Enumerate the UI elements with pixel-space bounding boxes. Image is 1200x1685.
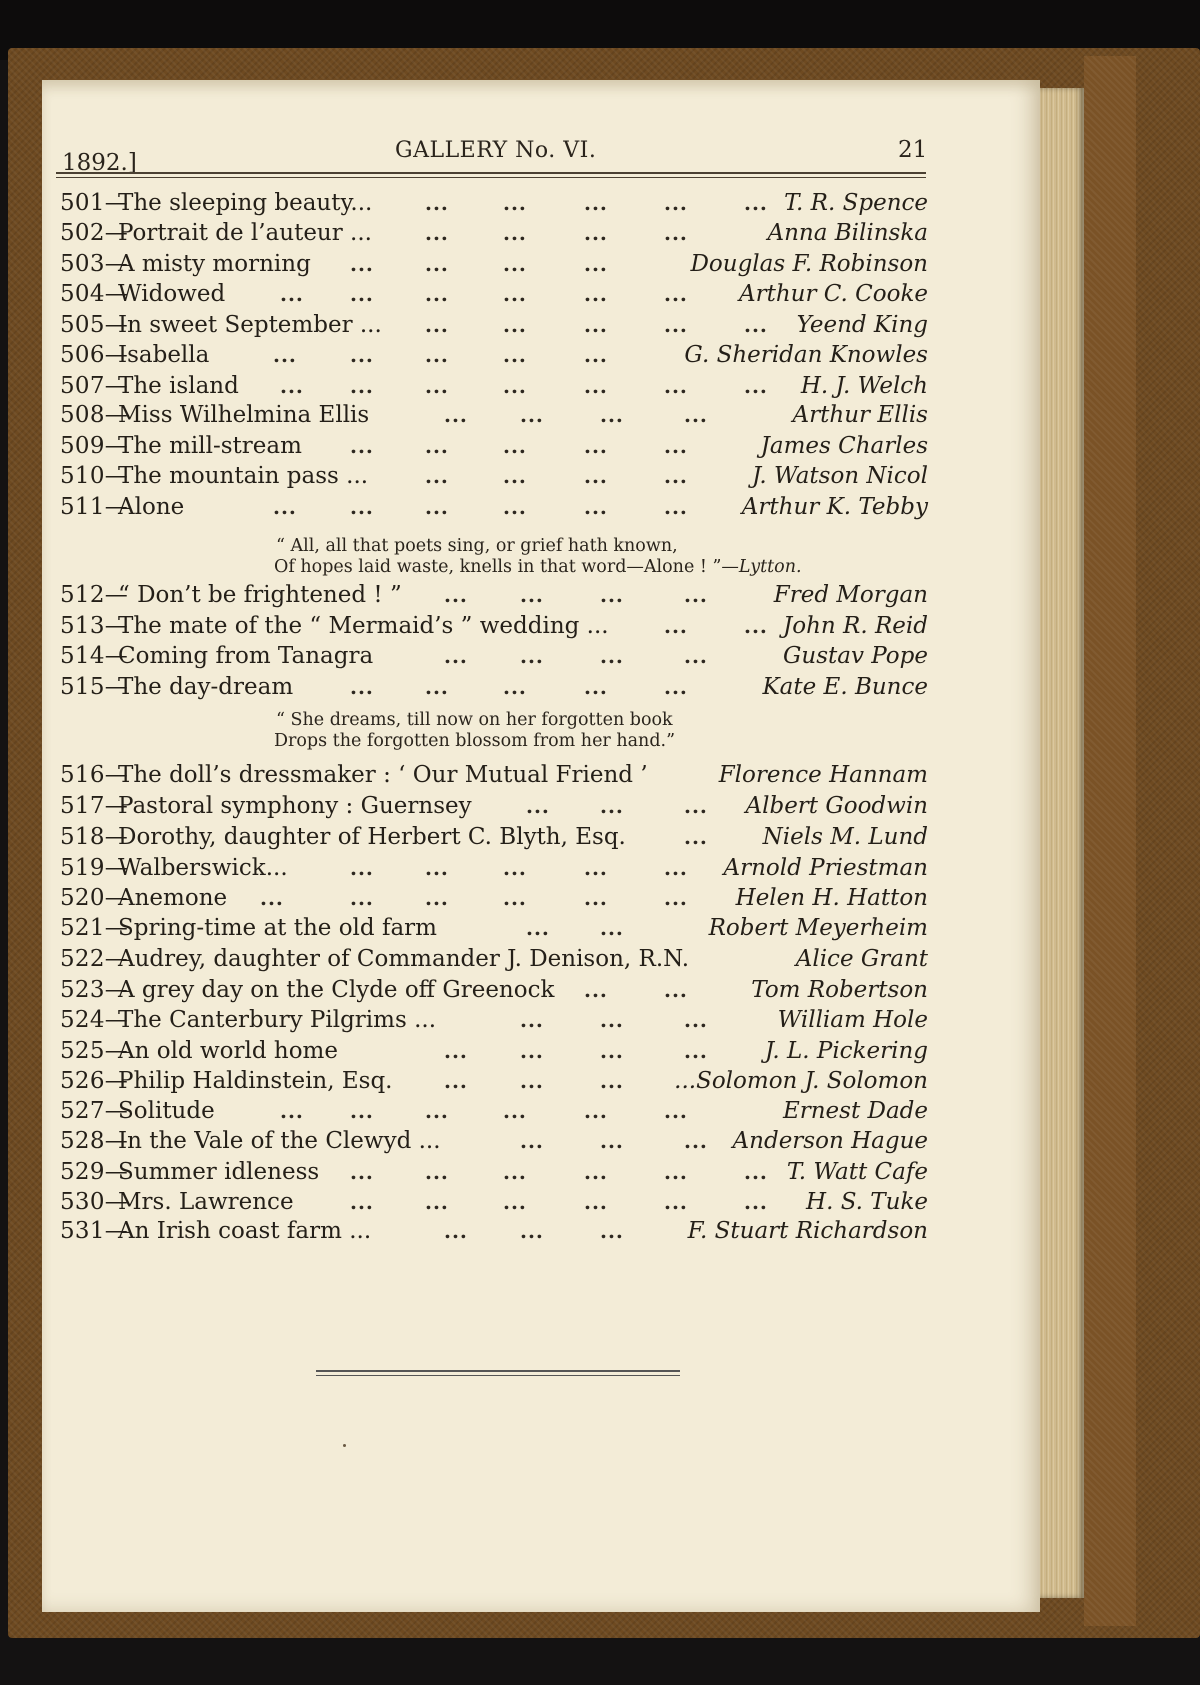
dot-leader: ... xyxy=(664,191,688,215)
dot-leader: ... xyxy=(425,856,449,880)
entry-artist: Gustav Pope xyxy=(783,643,928,669)
entry-number: 511— xyxy=(60,494,129,520)
entry-artist: Albert Goodwin xyxy=(745,793,928,819)
entry-number: 522— xyxy=(60,946,129,972)
entry-artist: T. Watt Cafe xyxy=(786,1159,928,1185)
entry-title: Spring-time at the old farm xyxy=(118,915,437,941)
entry-title: Widowed xyxy=(118,281,226,307)
dot-leader: ... xyxy=(600,916,624,940)
entry-number: 503— xyxy=(60,251,129,277)
entry-title: The mate of the “ Mermaid’s ” wedding ... xyxy=(118,613,609,639)
entry-title: Isabella xyxy=(118,342,210,368)
dot-leader: ... xyxy=(584,282,608,306)
catalogue-entry xyxy=(60,431,928,461)
dot-leader: ... xyxy=(350,886,374,910)
dot-leader: ... xyxy=(520,403,544,427)
entry-artist: Niels M. Lund xyxy=(762,824,928,850)
entry-artist: Arthur C. Cooke xyxy=(738,281,928,307)
entry-artist: Anna Bilinska xyxy=(767,220,928,246)
entry-artist: Arthur Ellis xyxy=(792,402,928,428)
dot-leader: ... xyxy=(684,644,708,668)
dot-leader: ... xyxy=(584,464,608,488)
dot-leader: ... xyxy=(684,825,708,849)
dot-leader: ... xyxy=(350,675,374,699)
dot-leader: ... xyxy=(584,221,608,245)
entry-artist: Tom Robertson xyxy=(751,977,928,1003)
catalogue-entry xyxy=(60,1096,928,1126)
dot-leader: ... xyxy=(520,1219,544,1243)
dot-leader: ... xyxy=(350,282,374,306)
entry-artist: Anderson Hague xyxy=(732,1128,928,1154)
catalogue-entry xyxy=(60,400,928,430)
dot-leader: ... xyxy=(260,886,284,910)
entry-number: 507— xyxy=(60,373,129,399)
entry-artist: John R. Reid xyxy=(783,613,928,639)
entry-artist: Helen H. Hatton xyxy=(735,885,928,911)
entry-number: 514— xyxy=(60,643,129,669)
dot-leader: ... xyxy=(280,1099,304,1123)
entry-title: Anemone xyxy=(118,885,228,911)
catalogue-entry xyxy=(60,853,928,883)
catalogue-entry xyxy=(60,1157,928,1187)
entry-title: Walberswick... xyxy=(118,855,288,881)
catalogue-entry xyxy=(60,791,928,821)
dot-leader: ... xyxy=(600,403,624,427)
entry-title: Summer idleness xyxy=(118,1159,320,1185)
dot-leader: ... xyxy=(350,252,374,276)
entry-artist: Robert Meyerheim xyxy=(708,915,928,941)
dot-leader: ... xyxy=(425,221,449,245)
dot-leader: ... xyxy=(584,856,608,880)
quote-alone xyxy=(274,536,802,578)
dot-leader: ... xyxy=(584,434,608,458)
dot-leader: ... xyxy=(664,978,688,1002)
catalogue-entry xyxy=(60,822,928,852)
entry-artist: Alice Grant xyxy=(795,946,928,972)
catalogue-entry xyxy=(60,188,928,218)
dot-leader: ... xyxy=(664,614,688,638)
entry-number: 527— xyxy=(60,1098,129,1124)
dot-leader: ... xyxy=(744,191,768,215)
catalogue-entry xyxy=(60,1066,928,1096)
entry-title: The mountain pass ... xyxy=(118,463,369,489)
dot-leader: ... xyxy=(503,1160,527,1184)
dot-leader: ... xyxy=(584,886,608,910)
dot-leader: ... xyxy=(664,434,688,458)
dot-leader: ... xyxy=(526,794,550,818)
entry-title: The mill-stream xyxy=(118,433,302,459)
entry-number: 530— xyxy=(60,1189,129,1215)
entry-number: 505— xyxy=(60,312,129,338)
dot-leader: ... xyxy=(584,1160,608,1184)
dot-leader: ... xyxy=(350,374,374,398)
dot-leader: ... xyxy=(425,343,449,367)
entry-artist: Yeend King xyxy=(796,312,928,338)
dot-leader: ... xyxy=(503,374,527,398)
dot-leader: ... xyxy=(425,252,449,276)
entry-artist: Kate E. Bunce xyxy=(762,674,928,700)
catalogue-entry xyxy=(60,1005,928,1035)
dot-leader: ... xyxy=(425,1190,449,1214)
dot-leader: ... xyxy=(664,886,688,910)
dot-leader: ... xyxy=(584,343,608,367)
dot-leader: ... xyxy=(280,282,304,306)
dot-leader: ... xyxy=(503,343,527,367)
catalogue-entry xyxy=(60,672,928,702)
dot-leader: ... xyxy=(584,495,608,519)
dot-leader: ... xyxy=(600,794,624,818)
entry-artist: F. Stuart Richardson xyxy=(687,1218,928,1244)
dot-leader: ... xyxy=(600,1069,624,1093)
quote-credit: —Lytton. xyxy=(721,557,802,577)
entry-number: 526— xyxy=(60,1068,129,1094)
dot-leader: ... xyxy=(425,675,449,699)
catalogue-entry xyxy=(60,611,928,641)
dot-leader: ... xyxy=(444,403,468,427)
dot-leader: ... xyxy=(520,1008,544,1032)
dot-leader: ... xyxy=(503,221,527,245)
entry-title: The island xyxy=(118,373,239,399)
dot-leader: ... xyxy=(350,495,374,519)
dot-leader: ... xyxy=(664,856,688,880)
entry-title: Miss Wilhelmina Ellis xyxy=(118,402,370,428)
dot-leader: ... xyxy=(584,1190,608,1214)
catalogue-entry xyxy=(60,641,928,671)
entry-artist: H. J. Welch xyxy=(800,373,928,399)
dot-leader: ... xyxy=(503,856,527,880)
dot-leader: ... xyxy=(503,313,527,337)
dot-leader: ... xyxy=(444,583,468,607)
entry-number: 516— xyxy=(60,762,129,788)
entry-number: 506— xyxy=(60,342,129,368)
entry-number: 512— xyxy=(60,582,129,608)
quote-line: “ All, all that poets sing, or grief hath known, xyxy=(276,536,678,556)
dot-leader: ... xyxy=(503,282,527,306)
dot-leader: ... xyxy=(744,614,768,638)
quote-line: Drops the forgotten blossom from her hand.” xyxy=(274,731,676,751)
dot-leader: ... xyxy=(520,1069,544,1093)
entry-number: 529— xyxy=(60,1159,129,1185)
entry-number: 521— xyxy=(60,915,129,941)
page-number: 21 xyxy=(898,137,928,163)
catalogue-entry xyxy=(60,975,928,1005)
dot-leader: ... xyxy=(744,1190,768,1214)
entry-title: Pastoral symphony : Guernsey xyxy=(118,793,472,819)
dot-leader: ... xyxy=(503,434,527,458)
page-title: GALLERY No. VI. xyxy=(395,138,597,163)
entry-artist: T. R. Spence xyxy=(784,190,928,216)
catalogue-entry xyxy=(60,1216,928,1246)
entry-number: 518— xyxy=(60,824,129,850)
entry-number: 502— xyxy=(60,220,129,246)
entry-number: 517— xyxy=(60,793,129,819)
catalogue-entry xyxy=(60,492,928,522)
entry-artist: ...Solomon J. Solomon xyxy=(674,1068,928,1094)
entry-title: The Canterbury Pilgrims ... xyxy=(118,1007,437,1033)
dot-leader: ... xyxy=(350,343,374,367)
dot-leader: ... xyxy=(664,464,688,488)
entry-number: 520— xyxy=(60,885,129,911)
header-year: 1892.] xyxy=(62,150,137,176)
dot-leader: ... xyxy=(664,1160,688,1184)
catalogue-entry xyxy=(60,944,928,974)
entry-artist: Arnold Priestman xyxy=(723,855,928,881)
dot-leader: ... xyxy=(684,794,708,818)
entry-artist: William Hole xyxy=(777,1007,928,1033)
dot-leader: ... xyxy=(584,675,608,699)
dot-leader: ... xyxy=(350,1190,374,1214)
entry-title: In sweet September ... xyxy=(118,312,382,338)
entry-title: Mrs. Lawrence xyxy=(118,1189,294,1215)
entry-title: Philip Haldinstein, Esq. xyxy=(118,1068,393,1094)
dot-leader: ... xyxy=(350,1099,374,1123)
entry-title: A grey day on the Clyde off Greenock xyxy=(118,977,555,1003)
catalogue-entry xyxy=(60,249,928,279)
dot-leader: ... xyxy=(503,675,527,699)
dot-leader: ... xyxy=(503,886,527,910)
dot-leader: ... xyxy=(684,1039,708,1063)
dot-leader: ... xyxy=(600,1129,624,1153)
dot-leader: ... xyxy=(664,675,688,699)
entry-number: 509— xyxy=(60,433,129,459)
dot-leader: ... xyxy=(684,1008,708,1032)
paper-speck xyxy=(343,1444,346,1447)
dot-leader: ... xyxy=(664,495,688,519)
dot-leader: ... xyxy=(503,1190,527,1214)
dot-leader: ... xyxy=(350,434,374,458)
entry-title: Solitude xyxy=(118,1098,215,1124)
entry-artist: Arthur K. Tebby xyxy=(741,494,928,520)
dot-leader: ... xyxy=(503,464,527,488)
dot-leader: ... xyxy=(684,583,708,607)
catalogue-entry xyxy=(60,1036,928,1066)
dot-leader: ... xyxy=(584,374,608,398)
entry-artist: H. S. Tuke xyxy=(806,1189,928,1215)
entry-number: 528— xyxy=(60,1128,129,1154)
dot-leader: ... xyxy=(425,191,449,215)
quote-line: “ She dreams, till now on her forgotten book xyxy=(276,710,673,730)
dot-leader: ... xyxy=(444,1039,468,1063)
dot-leader: ... xyxy=(664,282,688,306)
dot-leader: ... xyxy=(744,374,768,398)
entry-artist: J. L. Pickering xyxy=(764,1038,928,1064)
dot-leader: ... xyxy=(600,1039,624,1063)
dot-leader: ... xyxy=(425,1160,449,1184)
quote-line: Of hopes laid waste, knells in that word—Alone ! ” xyxy=(274,557,722,577)
catalogue-entry xyxy=(60,279,928,309)
entry-artist: J. Watson Nicol xyxy=(752,463,928,489)
entry-title: Portrait de l’auteur ... xyxy=(118,220,372,246)
entry-number: 519— xyxy=(60,855,129,881)
dot-leader: ... xyxy=(425,886,449,910)
dot-leader: ... xyxy=(520,1039,544,1063)
catalogue-entry xyxy=(60,461,928,491)
dot-leader: ... xyxy=(600,1219,624,1243)
dot-leader: ... xyxy=(664,1099,688,1123)
entry-artist: Douglas F. Robinson xyxy=(690,251,928,277)
entry-artist: Fred Morgan xyxy=(773,582,928,608)
entry-title: In the Vale of the Clewyd ... xyxy=(118,1128,441,1154)
entry-title: An Irish coast farm ... xyxy=(118,1218,372,1244)
entry-number: 523— xyxy=(60,977,129,1003)
dot-leader: ... xyxy=(744,313,768,337)
dot-leader: ... xyxy=(425,282,449,306)
dot-leader: ... xyxy=(503,252,527,276)
dot-leader: ... xyxy=(584,313,608,337)
dot-leader: ... xyxy=(684,1129,708,1153)
catalogue-entry xyxy=(60,218,928,248)
dot-leader: ... xyxy=(425,1099,449,1123)
entry-title: The doll’s dressmaker : ‘ Our Mutual Friend ’ xyxy=(118,762,648,788)
dot-leader: ... xyxy=(503,495,527,519)
dot-leader: ... xyxy=(273,343,297,367)
dot-leader: ... xyxy=(444,644,468,668)
dot-leader: ... xyxy=(584,978,608,1002)
entry-title: The day-dream xyxy=(118,674,294,700)
dot-leader: ... xyxy=(584,1099,608,1123)
entry-number: 501— xyxy=(60,190,129,216)
catalogue-entry xyxy=(60,1187,928,1217)
dot-leader: ... xyxy=(600,1008,624,1032)
entry-number: 513— xyxy=(60,613,129,639)
dot-leader: ... xyxy=(425,313,449,337)
end-rule xyxy=(316,1370,680,1376)
dot-leader: ... xyxy=(503,191,527,215)
entry-number: 510— xyxy=(60,463,129,489)
dot-leader: ... xyxy=(350,856,374,880)
entry-title: Audrey, daughter of Commander J. Denison, R.N. xyxy=(118,946,690,972)
dot-leader: ... xyxy=(664,313,688,337)
entry-number: 525— xyxy=(60,1038,129,1064)
dot-leader: ... xyxy=(520,583,544,607)
dot-leader: ... xyxy=(584,191,608,215)
entry-number: 515— xyxy=(60,674,129,700)
catalogue-entry xyxy=(60,760,928,790)
dot-leader: ... xyxy=(526,916,550,940)
entry-title: Alone xyxy=(118,494,185,520)
dot-leader: ... xyxy=(425,464,449,488)
entry-title: An old world home xyxy=(118,1038,338,1064)
dot-leader: ... xyxy=(520,1129,544,1153)
dot-leader: ... xyxy=(600,644,624,668)
entry-artist: G. Sheridan Knowles xyxy=(684,342,928,368)
dot-leader: ... xyxy=(584,252,608,276)
catalogue-entry xyxy=(60,883,928,913)
dot-leader: ... xyxy=(600,583,624,607)
dot-leader: ... xyxy=(425,374,449,398)
dot-leader: ... xyxy=(273,495,297,519)
dot-leader: ... xyxy=(425,434,449,458)
entry-artist: Florence Hannam xyxy=(718,762,928,788)
entry-title: “ Don’t be frightened ! ” xyxy=(118,582,402,608)
catalogue-entry xyxy=(60,310,928,340)
catalogue-entry xyxy=(60,580,928,610)
dot-leader: ... xyxy=(503,1099,527,1123)
catalogue-entry xyxy=(60,340,928,370)
entry-title: Dorothy, daughter of Herbert C. Blyth, Esq. xyxy=(118,824,626,850)
dot-leader: ... xyxy=(664,374,688,398)
dot-leader: ... xyxy=(664,221,688,245)
entry-number: 504— xyxy=(60,281,129,307)
catalogue-entry xyxy=(60,913,928,943)
dot-leader: ... xyxy=(444,1219,468,1243)
quote-day-dream xyxy=(274,710,675,752)
dot-leader: ... xyxy=(744,1160,768,1184)
entry-title: Coming from Tanagra xyxy=(118,643,374,669)
catalogue-entry xyxy=(60,1126,928,1156)
entry-number: 508— xyxy=(60,402,129,428)
entry-number: 531— xyxy=(60,1218,129,1244)
dot-leader: ... xyxy=(425,495,449,519)
entry-number: 524— xyxy=(60,1007,129,1033)
dot-leader: ... xyxy=(444,1069,468,1093)
dot-leader: ... xyxy=(664,1190,688,1214)
entry-artist: James Charles xyxy=(760,433,928,459)
entry-title: The sleeping beauty... xyxy=(118,190,373,216)
dot-leader: ... xyxy=(350,1160,374,1184)
entry-title: A misty morning xyxy=(118,251,311,277)
dot-leader: ... xyxy=(520,644,544,668)
catalogue-entry xyxy=(60,371,928,401)
entry-artist: Ernest Dade xyxy=(782,1098,928,1124)
dot-leader: ... xyxy=(684,403,708,427)
dot-leader: ... xyxy=(280,374,304,398)
